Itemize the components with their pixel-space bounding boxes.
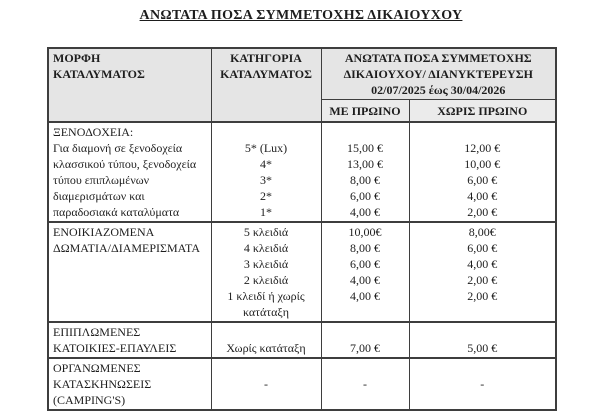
cell-line: ΚΑΤΑΣΚΗΝΩΣΕΙΣ	[53, 377, 152, 391]
header-accommodation-category	[211, 48, 321, 122]
cell-line: 15,00 €	[347, 141, 383, 155]
cell-line: 4,00 €	[350, 289, 380, 303]
header-line: ΚΑΤΑΛΥΜΑΤΟΣ	[220, 67, 312, 81]
table-row-section-1	[48, 222, 556, 322]
cell-line	[216, 360, 317, 376]
cell-line: 6,00 €	[467, 241, 498, 255]
cell	[409, 122, 556, 222]
cell-line: 2,00 €	[467, 273, 498, 287]
cell	[321, 358, 409, 410]
cell-line	[414, 360, 552, 376]
cell-line: 4 κλειδιά	[243, 241, 289, 255]
page-title: ΑΝΩΤΑΤΑ ΠΟΣΑ ΣΥΜΜΕΤΟΧΗΣ ΔΙΚΑΙΟΥΧΟΥ	[139, 8, 463, 23]
cell	[48, 322, 211, 358]
cell-line: 6,00 €	[350, 189, 380, 203]
cell-line: (CAMPING'S)	[53, 393, 126, 407]
cell-line	[216, 392, 317, 408]
cell-line: 6,00 €	[350, 257, 380, 271]
cell	[48, 222, 211, 322]
cell-line: 2*	[260, 189, 272, 203]
cell-line: -	[363, 377, 367, 391]
cell	[48, 122, 211, 222]
cell-line	[326, 124, 405, 140]
cell	[409, 322, 556, 358]
cell-line: 4,00 €	[467, 257, 498, 271]
cell-line: 10,00€	[348, 225, 382, 239]
cell-line: 2,00 €	[467, 289, 498, 303]
cell-line: 1 κλειδί ή χωρίς	[227, 289, 305, 303]
cell	[211, 222, 321, 322]
cell-line: 4,00 €	[350, 273, 380, 287]
cell-line: 4*	[260, 157, 272, 171]
cell	[321, 322, 409, 358]
cell-line: παραδοσιακά καταλύματα	[53, 205, 180, 219]
cell-line: ΟΡΓΑΝΩΜΕΝΕΣ	[53, 361, 141, 375]
cell-line: 4,00 €	[467, 189, 498, 203]
cell-line: ΚΑΤΟΙΚΙΕΣ-ΕΠΑΥΛΕΙΣ	[53, 341, 177, 355]
cell-line: τύπου επιπλωμένων	[53, 173, 150, 187]
cell-line: κλασσικού τύπου, ξενοδοχεία	[53, 157, 197, 171]
cell-line: 4,00 €	[350, 205, 380, 219]
cell-line	[414, 324, 552, 340]
cell-line: 7,00 €	[350, 341, 380, 355]
cell-line: 5,00 €	[467, 341, 498, 355]
header-line: 02/07/2025 έως 30/04/2026	[371, 83, 506, 97]
cell-line: 1*	[260, 205, 272, 219]
cell-line: 3 κλειδιά	[243, 257, 289, 271]
cell-line: κατάταξη	[242, 305, 290, 319]
cell-line: Για διαμονή σε ξενοδοχεία	[53, 141, 183, 155]
rates-table	[47, 47, 557, 411]
table-row-section-3	[48, 358, 556, 410]
cell-line: 8,00 €	[350, 173, 380, 187]
cell-line: 13,00 €	[347, 157, 383, 171]
cell-line	[216, 124, 317, 140]
cell-line: διαμερισμάτων και	[53, 189, 145, 203]
cell-line: 6,00 €	[467, 173, 498, 187]
table-row-section-0	[48, 122, 556, 222]
header-with-breakfast: ΜΕ ΠΡΩΙΝΟ	[321, 100, 409, 123]
cell-line	[326, 360, 405, 376]
header-row-main	[48, 48, 556, 100]
cell-line	[216, 324, 317, 340]
cell-line: 2,00 €	[467, 205, 498, 219]
cell-line: -	[264, 377, 268, 391]
cell-line: ΕΝΟΙΚΙΑΖΟΜΕΝΑ	[53, 225, 155, 239]
cell-line	[414, 392, 552, 408]
cell-line: ΔΩΜΑΤΙΑ/ΔΙΑΜΕΡΙΣΜΑΤΑ	[53, 241, 201, 255]
header-line: ΑΝΩΤΑΤΑ ΠΟΣΑ ΣΥΜΜΕΤΟΧΗΣ	[344, 51, 532, 65]
cell-line: Χωρίς κατάταξη	[226, 341, 306, 355]
cell-line	[326, 392, 405, 408]
header-max-amounts	[321, 48, 556, 100]
cell	[211, 322, 321, 358]
header-line: ΔΙΚΑΙΟΥΧΟΥ/ ΔΙΑΝΥΚΤΕΡΕΥΣΗ	[343, 67, 533, 81]
cell-line: 10,00 €	[464, 157, 501, 171]
header-accommodation-form	[48, 48, 211, 122]
cell	[321, 222, 409, 322]
cell-line: 2 κλειδιά	[243, 273, 289, 287]
cell	[409, 222, 556, 322]
cell-line: 3*	[260, 173, 272, 187]
cell-line	[326, 324, 405, 340]
cell	[321, 122, 409, 222]
cell	[48, 358, 211, 410]
header-line: ΚΑΤΑΛΥΜΑΤΟΣ	[53, 67, 145, 81]
cell-line	[414, 124, 552, 140]
table-row-section-2	[48, 322, 556, 358]
cell	[211, 122, 321, 222]
cell-line: ΕΠΙΠΛΩΜΕΝΕΣ	[53, 325, 141, 339]
cell-line: 12,00 €	[464, 141, 501, 155]
cell-line: 5 κλειδιά	[243, 225, 289, 239]
cell-line: 8,00€	[468, 225, 496, 239]
cell-line: -	[480, 377, 485, 391]
cell	[409, 358, 556, 410]
header-without-breakfast: ΧΩΡΙΣ ΠΡΩΙΝΟ	[409, 100, 556, 123]
cell-line: ΞΕΝΟΔΟΧΕΙΑ:	[53, 125, 134, 139]
cell	[211, 358, 321, 410]
header-line: ΚΑΤΗΓΟΡΙΑ	[230, 51, 302, 65]
cell-line: 8,00 €	[350, 241, 380, 255]
header-line: ΜΟΡΦΗ	[53, 51, 101, 65]
cell-line: 5* (Lux)	[244, 141, 288, 155]
